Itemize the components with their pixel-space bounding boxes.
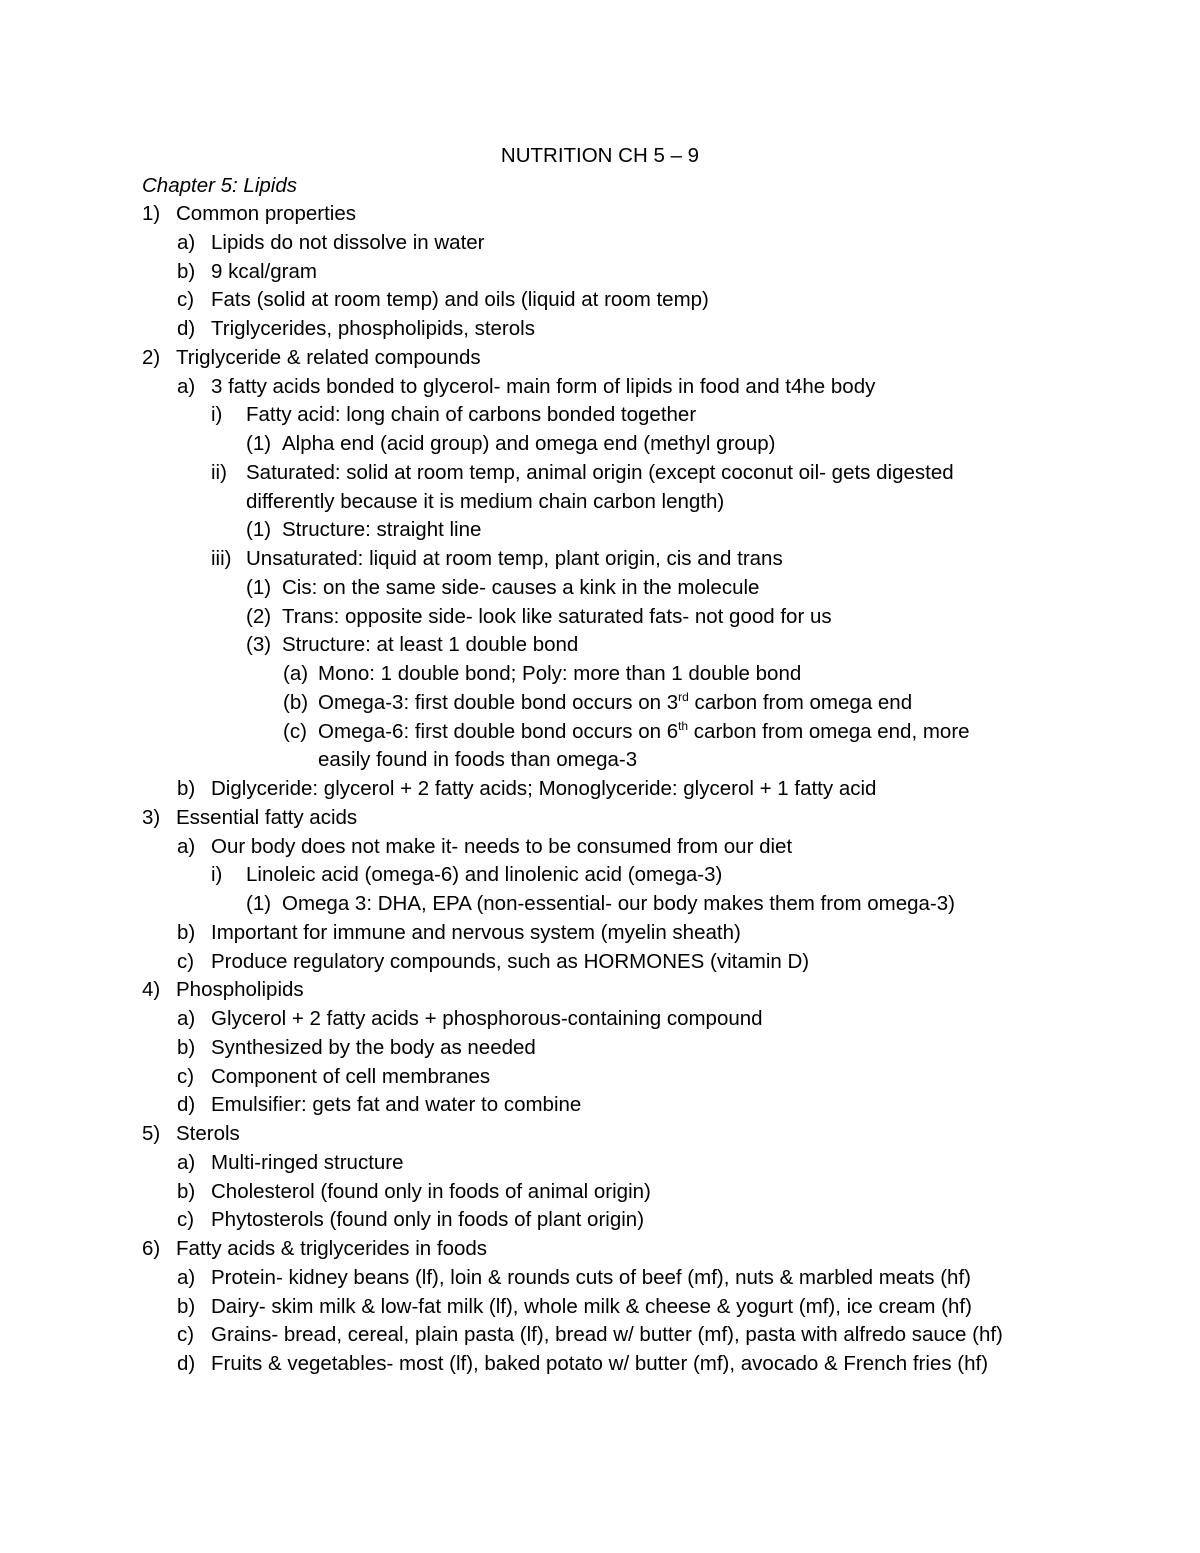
item-text-main: Diglyceride: glycerol + 2 fatty acids; Monoglyceride: glycerol + 1 fatty acid: [211, 777, 877, 800]
item-text: [211, 1063, 490, 1092]
outline-item: [0, 746, 1200, 775]
item-text-main: Phytosterols (found only in foods of plant origin): [211, 1208, 645, 1232]
item-text: [211, 258, 317, 287]
item-text-main: 9 kcal/gram: [211, 259, 317, 283]
item-marker: iii): [211, 547, 232, 570]
item-text: [246, 488, 724, 517]
outline-item: [0, 229, 1200, 258]
item-text-main: Glycerol + 2 fatty acids + phosphorous-containing compound: [211, 1007, 763, 1030]
item-text-main: Lipids do not dissolve in water: [211, 230, 485, 254]
item-text-main: Linoleic acid (omega-6) and linolenic acid (omega-3): [246, 863, 723, 887]
outline-item: [0, 1005, 1200, 1034]
item-marker: (2): [246, 604, 272, 628]
outline-item: [0, 890, 1200, 919]
item-text: [211, 1178, 651, 1207]
outline-item: [0, 344, 1200, 373]
item-text: [318, 660, 801, 689]
item-marker: ii): [211, 460, 227, 484]
outline-item: [0, 1091, 1200, 1120]
outline-item: [0, 603, 1200, 632]
item-text-main: Our body does not make it- needs to be consumed from our diet: [211, 834, 793, 858]
item-marker: (3): [246, 633, 272, 657]
item-marker: (1): [246, 575, 272, 599]
item-marker: b): [177, 777, 196, 800]
item-text-main: Fatty acids & triglycerides in foods: [176, 1237, 488, 1260]
item-marker: c): [177, 288, 195, 312]
outline-item: [0, 1063, 1200, 1092]
item-text: [211, 1034, 536, 1063]
outline-item: [0, 488, 1200, 517]
item-text: [211, 1350, 988, 1379]
outline-item: [0, 804, 1200, 833]
outline-item: [0, 1264, 1200, 1293]
outline-item: [0, 516, 1200, 545]
item-text-main: Dairy- skim milk & low-fat milk (lf), whole milk & cheese & yogurt (mf), ice cream (hf): [211, 1294, 972, 1318]
item-marker: b): [177, 1294, 196, 1318]
item-marker: c): [177, 1323, 195, 1347]
item-text: [176, 976, 304, 1005]
outline-item: [0, 258, 1200, 287]
outline-item: [0, 574, 1200, 603]
outline-item: [0, 1235, 1200, 1264]
outline-item: [0, 459, 1200, 488]
item-text-main: Important for immune and nervous system (myelin sheath): [211, 920, 741, 944]
outline-item: [0, 286, 1200, 315]
item-marker: 4): [142, 978, 161, 1002]
item-text-main: Sterols: [176, 1122, 240, 1145]
outline-item: [0, 1321, 1200, 1350]
outline-item: [0, 1293, 1200, 1322]
item-text-main: Structure: straight line: [282, 518, 482, 542]
item-marker: i): [211, 403, 223, 427]
item-text: [211, 1005, 763, 1034]
item-marker: b): [177, 259, 196, 283]
item-marker: a): [177, 374, 196, 398]
outline-item: [0, 833, 1200, 862]
item-text-main: Triglyceride & related compounds: [176, 345, 481, 369]
item-text: [282, 603, 832, 632]
item-text: [318, 689, 912, 718]
outline-item: [0, 1120, 1200, 1149]
outline-item: [0, 200, 1200, 229]
item-text: [282, 430, 775, 459]
item-text: [176, 1120, 240, 1149]
outline-item: [0, 430, 1200, 459]
item-text-main: Common properties: [176, 202, 357, 225]
item-text-main: Phospholipids: [176, 978, 304, 1002]
item-text: [176, 344, 481, 373]
item-text: [246, 401, 696, 430]
item-text: [176, 200, 356, 229]
ordinal-superscript: rd: [678, 689, 689, 704]
outline-item: [0, 545, 1200, 574]
item-marker: 3): [142, 805, 161, 829]
outline-list: [0, 200, 1200, 1379]
chapter-heading: Chapter 5: Lipids: [142, 173, 297, 197]
item-marker: (1): [246, 892, 272, 915]
item-text: [282, 516, 481, 545]
item-text: [246, 545, 783, 574]
item-text: [318, 718, 970, 747]
item-text-main: Component of cell membranes: [211, 1064, 491, 1088]
item-marker: i): [211, 863, 223, 887]
item-text: [176, 1235, 487, 1264]
item-text: [211, 1149, 404, 1178]
item-text: [282, 890, 955, 919]
item-marker: 1): [142, 202, 161, 225]
item-text: [318, 746, 637, 775]
item-text: [211, 948, 809, 977]
item-text: [282, 574, 759, 603]
item-text-main: Structure: at least 1 double bond: [282, 633, 579, 657]
item-marker: c): [177, 1208, 195, 1232]
item-text-main: Saturated: solid at room temp, animal origin (except coconut oil- gets digested: [246, 460, 954, 484]
item-text-main: Fruits & vegetables- most (lf), baked potato w/ butter (mf), avocado & French fries (hf): [211, 1352, 989, 1375]
item-text-main: Fatty acid: long chain of carbons bonded together: [246, 403, 697, 427]
item-text-main: Alpha end (acid group) and omega end (methyl group): [282, 432, 776, 455]
outline-item: [0, 775, 1200, 804]
item-text-main: Multi-ringed structure: [211, 1150, 404, 1174]
item-marker: c): [177, 1064, 195, 1088]
item-text: [246, 861, 722, 890]
item-text-main: Triglycerides, phospholipids, sterols: [211, 317, 535, 340]
item-text-main: differently because it is medium chain carbon length): [246, 489, 725, 513]
item-text: [176, 804, 357, 833]
outline-item: [0, 948, 1200, 977]
outline-item: [0, 1206, 1200, 1235]
item-text-main: Grains- bread, cereal, plain pasta (lf), bread w/ butter (mf), pasta with alfredo sauce (hf): [211, 1323, 1003, 1347]
item-marker: a): [177, 230, 196, 254]
item-marker: c): [177, 949, 195, 973]
item-text-main: Omega-3: first double bond occurs on 3: [318, 690, 679, 714]
item-text: [211, 1321, 1003, 1350]
item-text: [211, 315, 535, 344]
item-text-main: Protein- kidney beans (lf), loin & rounds cuts of beef (mf), nuts & marbled meats (hf): [211, 1265, 971, 1289]
item-marker: (1): [246, 432, 272, 455]
item-marker: a): [177, 1007, 196, 1030]
item-marker: 6): [142, 1237, 161, 1260]
outline-item: [0, 373, 1200, 402]
item-marker: b): [177, 920, 196, 944]
item-text-main: 3 fatty acids bonded to glycerol- main form of lipids in food and t4he body: [211, 374, 876, 398]
item-text: [211, 833, 792, 862]
item-text: [211, 373, 875, 402]
item-text-main: Unsaturated: liquid at room temp, plant origin, cis and trans: [246, 547, 783, 570]
outline-item: [0, 315, 1200, 344]
outline-item: [0, 1149, 1200, 1178]
item-text: [211, 1206, 644, 1235]
item-text-main: Omega 3: DHA, EPA (non-essential- our body makes them from omega-3): [282, 892, 955, 915]
outline-item: [0, 631, 1200, 660]
item-text-main: Emulsifier: gets fat and water to combine: [211, 1093, 582, 1117]
item-text-main: easily found in foods than omega-3: [318, 748, 638, 772]
item-marker: a): [177, 1150, 196, 1174]
item-text: [211, 1293, 972, 1322]
item-marker: (a): [283, 662, 309, 685]
item-text: [211, 919, 741, 948]
item-text-main: Cis: on the same side- causes a kink in the molecule: [282, 575, 760, 599]
item-marker: b): [177, 1035, 196, 1059]
item-text-after: carbon from omega end: [688, 690, 913, 714]
outline-item: [0, 660, 1200, 689]
item-marker: 5): [142, 1122, 161, 1145]
item-text-main: Cholesterol (found only in foods of animal origin): [211, 1179, 651, 1203]
outline-item: [0, 861, 1200, 890]
item-text: [211, 1091, 581, 1120]
item-marker: a): [177, 834, 196, 858]
item-marker: d): [177, 317, 196, 340]
item-marker: (1): [246, 518, 272, 542]
item-text-main: Essential fatty acids: [176, 805, 358, 829]
item-marker: (c): [283, 719, 307, 743]
outline-item: [0, 919, 1200, 948]
item-text: [211, 229, 485, 258]
item-marker: d): [177, 1093, 196, 1117]
item-text-after: carbon from omega end, more: [688, 719, 970, 743]
page-title: NUTRITION CH 5 – 9: [500, 144, 700, 167]
outline-item: [0, 718, 1200, 747]
item-text-main: Fats (solid at room temp) and oils (liquid at room temp): [211, 288, 709, 312]
ordinal-superscript: th: [678, 718, 689, 733]
item-text: [246, 459, 954, 488]
item-text-main: Produce regulatory compounds, such as HORMONES (vitamin D): [211, 949, 810, 973]
item-text-main: Mono: 1 double bond; Poly: more than 1 double bond: [318, 662, 802, 685]
item-text: [211, 286, 709, 315]
item-text-main: Synthesized by the body as needed: [211, 1035, 536, 1059]
outline-item: [0, 1350, 1200, 1379]
item-marker: a): [177, 1265, 196, 1289]
item-marker: b): [177, 1179, 196, 1203]
item-marker: 2): [142, 345, 161, 369]
outline-item: [0, 1178, 1200, 1207]
outline-item: [0, 689, 1200, 718]
item-text: [282, 631, 578, 660]
item-marker: (b): [283, 690, 309, 714]
outline-item: [0, 401, 1200, 430]
item-text: [211, 1264, 971, 1293]
item-marker: d): [177, 1352, 196, 1375]
item-text-main: Trans: opposite side- look like saturated fats- not good for us: [282, 604, 832, 628]
outline-item: [0, 1034, 1200, 1063]
item-text: [211, 775, 876, 804]
outline-item: [0, 976, 1200, 1005]
item-text-main: Omega-6: first double bond occurs on 6: [318, 719, 679, 743]
